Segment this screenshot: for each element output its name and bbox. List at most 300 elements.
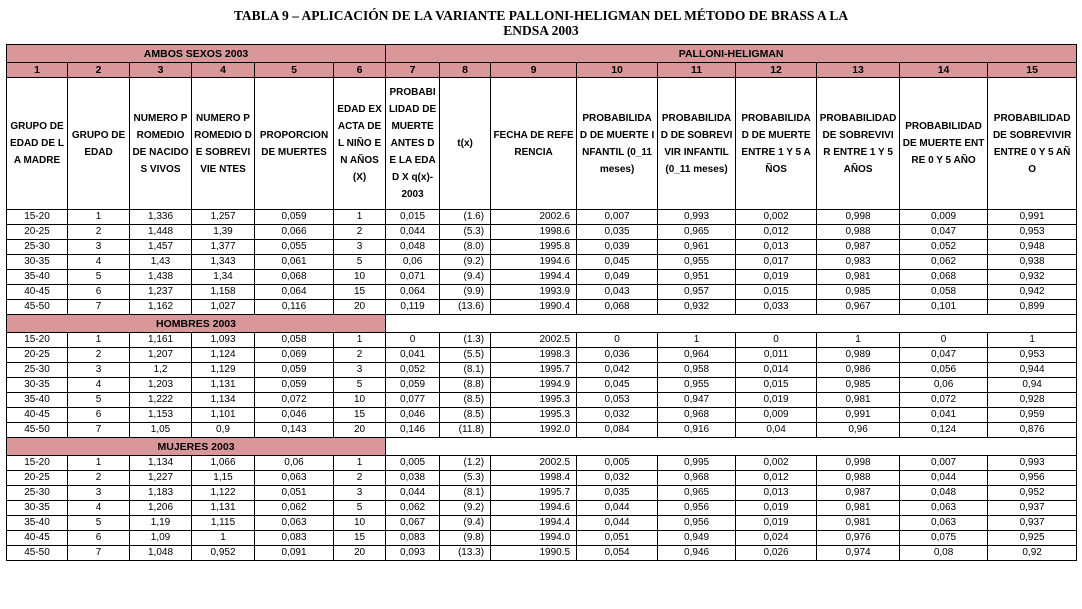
table-cell: 1,093 (192, 333, 255, 348)
table-cell: 1 (988, 333, 1077, 348)
table-cell: 1993.9 (491, 285, 577, 300)
table-cell: (1.3) (440, 333, 491, 348)
column-number: 12 (736, 63, 817, 78)
table-cell: 0,956 (658, 516, 736, 531)
table-cell: 1,227 (130, 471, 192, 486)
table-row (7, 516, 1077, 531)
column-header: EDAD EXACTA DEL NIÑO EN AÑOS (X) (334, 78, 386, 210)
section-header-row (7, 438, 1077, 456)
table-cell: (1.6) (440, 210, 491, 225)
table-title (0, 0, 1082, 36)
table-cell: 0,041 (900, 408, 988, 423)
table-cell: 3 (334, 240, 386, 255)
column-header: GRUPO DE EDAD DE LA MADRE (7, 78, 68, 210)
section-label: HOMBRES 2003 (7, 315, 386, 333)
table-cell: 0,045 (577, 378, 658, 393)
table-cell: 20-25 (7, 348, 68, 363)
table-cell: 30-35 (7, 378, 68, 393)
table-cell: 0,083 (255, 531, 334, 546)
table-cell: 1,377 (192, 240, 255, 255)
table-cell: (9.2) (440, 255, 491, 270)
table-cell: 0,068 (900, 270, 988, 285)
table-cell: 3 (68, 486, 130, 501)
table-cell: 0,019 (736, 516, 817, 531)
table-cell: 0,009 (900, 210, 988, 225)
table-cell: 15 (334, 285, 386, 300)
table-cell: 0,967 (817, 300, 900, 315)
table-cell: 0,981 (817, 393, 900, 408)
column-header: NUMERO PROMEDIO DE NACIDOS VIVOS (130, 78, 192, 210)
table-cell: 4 (68, 501, 130, 516)
table-cell: 0,056 (900, 363, 988, 378)
table-cell: 0,005 (577, 456, 658, 471)
table-cell: 0,059 (255, 210, 334, 225)
table-cell: 0,101 (900, 300, 988, 315)
table-cell: 0,052 (386, 363, 440, 378)
table-cell: (8.0) (440, 240, 491, 255)
table-cell: 45-50 (7, 546, 68, 561)
table-cell: 1,336 (130, 210, 192, 225)
table-cell: 0,986 (817, 363, 900, 378)
table-cell: 4 (68, 378, 130, 393)
table-cell: 1,122 (192, 486, 255, 501)
table-cell: 1,43 (130, 255, 192, 270)
table-cell: 1 (334, 333, 386, 348)
table-cell: 0,048 (386, 240, 440, 255)
table-cell: (8.5) (440, 393, 491, 408)
table-cell: 0,991 (988, 210, 1077, 225)
table-cell: 5 (68, 516, 130, 531)
table-cell: 0,007 (900, 456, 988, 471)
table-cell: 0,06 (386, 255, 440, 270)
table-cell: 1 (334, 456, 386, 471)
table-cell: 0,932 (658, 300, 736, 315)
table-row (7, 423, 1077, 438)
table-cell: 1,206 (130, 501, 192, 516)
table-cell: 0,009 (736, 408, 817, 423)
table-cell: (8.1) (440, 486, 491, 501)
table-cell: 1,39 (192, 225, 255, 240)
table-cell: 0,069 (255, 348, 334, 363)
table-cell: 0,06 (900, 378, 988, 393)
table-cell: 0,019 (736, 270, 817, 285)
table-cell: 0,981 (817, 516, 900, 531)
table-cell: 5 (334, 255, 386, 270)
table-cell: 0,035 (577, 225, 658, 240)
table-cell: (9.9) (440, 285, 491, 300)
table-cell: 0,052 (900, 240, 988, 255)
table-cell: 0,9 (192, 423, 255, 438)
table-row (7, 408, 1077, 423)
table-cell: 2002.6 (491, 210, 577, 225)
table-cell: 0,993 (658, 210, 736, 225)
table-cell: 1,2 (130, 363, 192, 378)
table-cell: 1 (192, 531, 255, 546)
table-cell: (9.2) (440, 501, 491, 516)
table-cell: (9.4) (440, 270, 491, 285)
table-cell: 0,953 (988, 225, 1077, 240)
column-header-row (7, 78, 1077, 210)
column-number: 6 (334, 63, 386, 78)
table-cell: 0,068 (577, 300, 658, 315)
table-cell: 2 (334, 471, 386, 486)
table-row (7, 531, 1077, 546)
table-cell: 25-30 (7, 240, 68, 255)
table-cell: 0,987 (817, 486, 900, 501)
table-cell: (5.5) (440, 348, 491, 363)
table-cell: 0,083 (386, 531, 440, 546)
table-cell: 0,019 (736, 501, 817, 516)
table-cell: 1,134 (192, 393, 255, 408)
table-cell: (5.3) (440, 471, 491, 486)
table-row (7, 210, 1077, 225)
table-row (7, 378, 1077, 393)
table-cell: 2002.5 (491, 333, 577, 348)
table-cell: 35-40 (7, 393, 68, 408)
table-body (7, 45, 1077, 561)
section-header-row (7, 315, 1077, 333)
table-row (7, 225, 1077, 240)
table-cell: 1998.4 (491, 471, 577, 486)
column-number: 13 (817, 63, 900, 78)
table-cell: 0,053 (577, 393, 658, 408)
table-cell: 0,019 (736, 393, 817, 408)
table-cell: 0,944 (988, 363, 1077, 378)
table-cell: 0,015 (386, 210, 440, 225)
table-cell: 0,035 (577, 486, 658, 501)
table-cell: 1994.9 (491, 378, 577, 393)
table-cell: 1,448 (130, 225, 192, 240)
table-cell: 2 (334, 225, 386, 240)
table-cell: 0,036 (577, 348, 658, 363)
table-cell: 0 (736, 333, 817, 348)
table-cell: 0,084 (577, 423, 658, 438)
table-cell: 1995.8 (491, 240, 577, 255)
table-cell: 0,071 (386, 270, 440, 285)
column-number-row (7, 63, 1077, 78)
table-cell: 0,044 (577, 501, 658, 516)
table-cell: 0,033 (736, 300, 817, 315)
table-cell: 40-45 (7, 285, 68, 300)
column-header: PROBABILIDAD DE SOBREVIVIR INFANTIL (0_11 meses) (658, 78, 736, 210)
table-cell: 0,063 (900, 501, 988, 516)
table-cell: 0,072 (255, 393, 334, 408)
table-cell: 20-25 (7, 225, 68, 240)
table-cell: 1,101 (192, 408, 255, 423)
table-cell: 2 (334, 348, 386, 363)
table-cell: 0,058 (900, 285, 988, 300)
table-cell: 0,953 (988, 348, 1077, 363)
table-cell: 1,203 (130, 378, 192, 393)
table-cell: 3 (334, 363, 386, 378)
column-header: PROBABILIDAD DE SOBREVIVIR ENTRE 1 Y 5 AÑOS (817, 78, 900, 210)
table-cell: 1,457 (130, 240, 192, 255)
table-row (7, 363, 1077, 378)
table-cell: 0,061 (255, 255, 334, 270)
table-cell: 15-20 (7, 210, 68, 225)
table-cell: 0,045 (577, 255, 658, 270)
table-cell: 0,032 (577, 408, 658, 423)
table-cell: 1998.6 (491, 225, 577, 240)
table-cell: 20-25 (7, 471, 68, 486)
table-cell: 20 (334, 300, 386, 315)
table-cell: 1994.4 (491, 516, 577, 531)
table-cell: 0,075 (900, 531, 988, 546)
table-cell: 1,131 (192, 378, 255, 393)
table-cell: 0,956 (988, 471, 1077, 486)
table-cell: 1994.6 (491, 501, 577, 516)
column-number: 5 (255, 63, 334, 78)
table-cell: (11.8) (440, 423, 491, 438)
table-row (7, 546, 1077, 561)
table-cell: 3 (68, 240, 130, 255)
table-cell: 1990.5 (491, 546, 577, 561)
table-cell: 15 (334, 531, 386, 546)
table-cell: 1,124 (192, 348, 255, 363)
table-cell: 1,183 (130, 486, 192, 501)
table-cell: 20 (334, 546, 386, 561)
table-cell: 0,012 (736, 225, 817, 240)
table-cell: 0,92 (988, 546, 1077, 561)
table-cell: (8.1) (440, 363, 491, 378)
table-cell: 0,044 (386, 486, 440, 501)
section-blank-cell (386, 438, 1077, 456)
table-cell: 0,928 (988, 393, 1077, 408)
table-cell: 15 (334, 408, 386, 423)
table-cell: 0,051 (255, 486, 334, 501)
column-header: NUMERO PROMEDIO DE SOBREVIVIE NTES (192, 78, 255, 210)
table-cell: 0,039 (577, 240, 658, 255)
table-cell: 35-40 (7, 516, 68, 531)
table-cell: 1,162 (130, 300, 192, 315)
table-cell: (9.4) (440, 516, 491, 531)
table-cell: 1,207 (130, 348, 192, 363)
table-cell: 1998.3 (491, 348, 577, 363)
table-cell: 0,116 (255, 300, 334, 315)
table-cell: 0,968 (658, 408, 736, 423)
table-cell: 0 (577, 333, 658, 348)
table-cell: 0,06 (255, 456, 334, 471)
table-cell: 0,958 (658, 363, 736, 378)
column-number: 4 (192, 63, 255, 78)
table-cell: 0,054 (577, 546, 658, 561)
table-row (7, 501, 1077, 516)
table-cell: 0,959 (988, 408, 1077, 423)
table-cell: 0,998 (817, 210, 900, 225)
table-row (7, 333, 1077, 348)
table-cell: 0,957 (658, 285, 736, 300)
table-cell: 1,34 (192, 270, 255, 285)
table-cell: 0,058 (255, 333, 334, 348)
table-cell: 1 (68, 456, 130, 471)
table-cell: 10 (334, 516, 386, 531)
column-header: PROBABILIDAD DE MUERTE ENTRE 0 Y 5 AÑO (900, 78, 988, 210)
table-row (7, 255, 1077, 270)
table-cell: 0,96 (817, 423, 900, 438)
table-row (7, 471, 1077, 486)
table-cell: 0,946 (658, 546, 736, 561)
column-header: PROBABILIDAD DE MUERTE INFANTIL (0_11 meses) (577, 78, 658, 210)
table-cell: 0,143 (255, 423, 334, 438)
table-cell: 0,005 (386, 456, 440, 471)
table-cell: 0,932 (988, 270, 1077, 285)
table-cell: 15-20 (7, 456, 68, 471)
table-cell: 0,013 (736, 486, 817, 501)
table-cell: 1,066 (192, 456, 255, 471)
table-cell: 15-20 (7, 333, 68, 348)
table-cell: 0,013 (736, 240, 817, 255)
table-cell: 35-40 (7, 270, 68, 285)
column-header: PROBABILIDAD DE MUERTE ENTRE 1 Y 5 AÑOS (736, 78, 817, 210)
table-cell: 0,981 (817, 270, 900, 285)
table-cell: 1,129 (192, 363, 255, 378)
table-cell: 1,115 (192, 516, 255, 531)
table-cell: 1994.4 (491, 270, 577, 285)
table-cell: (8.8) (440, 378, 491, 393)
table-cell: 0,038 (386, 471, 440, 486)
table-cell: 45-50 (7, 423, 68, 438)
table-cell: (13.6) (440, 300, 491, 315)
table-cell: 0,064 (386, 285, 440, 300)
table-cell: 0,08 (900, 546, 988, 561)
table-cell: 0,965 (658, 486, 736, 501)
column-number: 14 (900, 63, 988, 78)
table-cell: 25-30 (7, 363, 68, 378)
table-cell: 0,044 (386, 225, 440, 240)
table-row (7, 456, 1077, 471)
table-cell: 0,002 (736, 210, 817, 225)
table-cell: 1990.4 (491, 300, 577, 315)
column-number: 7 (386, 63, 440, 78)
table-cell: 0,916 (658, 423, 736, 438)
table-cell: 1 (658, 333, 736, 348)
column-number: 11 (658, 63, 736, 78)
table-cell: 0,047 (900, 348, 988, 363)
table-cell: 0,961 (658, 240, 736, 255)
table-cell: 1994.0 (491, 531, 577, 546)
column-number: 10 (577, 63, 658, 78)
table-row (7, 486, 1077, 501)
table-row (7, 348, 1077, 363)
table-cell: 0,956 (658, 501, 736, 516)
table-cell: 0,002 (736, 456, 817, 471)
table-cell: 0,948 (988, 240, 1077, 255)
table-cell: 1992.0 (491, 423, 577, 438)
table-cell: 5 (334, 501, 386, 516)
table-cell: 0,046 (386, 408, 440, 423)
table-cell: 0,044 (900, 471, 988, 486)
group-header-palloni: PALLONI-HELIGMAN (386, 45, 1077, 63)
table-cell: 0,064 (255, 285, 334, 300)
table-cell: 1994.6 (491, 255, 577, 270)
table-cell: 0,024 (736, 531, 817, 546)
table-cell: 0,146 (386, 423, 440, 438)
table-cell: 0,993 (988, 456, 1077, 471)
table-cell: 1,222 (130, 393, 192, 408)
table-cell: 0,015 (736, 378, 817, 393)
section-blank-cell (386, 315, 1077, 333)
table-cell: 2 (68, 348, 130, 363)
table-cell: 0,925 (988, 531, 1077, 546)
table-cell: 10 (334, 393, 386, 408)
table-cell: 0,968 (658, 471, 736, 486)
table-cell: 1,19 (130, 516, 192, 531)
group-header-ambos: AMBOS SEXOS 2003 (7, 45, 386, 63)
column-header: PROPORCION DE MUERTES (255, 78, 334, 210)
column-header: t(x) (440, 78, 491, 210)
table-cell: 0,995 (658, 456, 736, 471)
table-cell: 30-35 (7, 501, 68, 516)
table-cell: 0,937 (988, 516, 1077, 531)
table-cell: 0,067 (386, 516, 440, 531)
table-cell: 1995.3 (491, 408, 577, 423)
table-cell: 0,026 (736, 546, 817, 561)
table-cell: 6 (68, 285, 130, 300)
table-cell: 1,158 (192, 285, 255, 300)
table-cell: 0,014 (736, 363, 817, 378)
column-header: PROBABILIDAD DE SOBREVIVIR ENTRE 0 Y 5 AÑO (988, 78, 1077, 210)
table-cell: 1,153 (130, 408, 192, 423)
table-cell: 7 (68, 423, 130, 438)
column-number: 1 (7, 63, 68, 78)
table-cell: 6 (68, 408, 130, 423)
table-cell: 0,951 (658, 270, 736, 285)
table-cell: 0,062 (900, 255, 988, 270)
table-cell: 0,063 (255, 471, 334, 486)
table-cell: 40-45 (7, 408, 68, 423)
table-cell: 0,055 (255, 240, 334, 255)
table-cell: 0,942 (988, 285, 1077, 300)
table-cell: 0,032 (577, 471, 658, 486)
table-cell: 0,976 (817, 531, 900, 546)
table-cell: 0,043 (577, 285, 658, 300)
table-cell: 0,063 (255, 516, 334, 531)
column-number: 8 (440, 63, 491, 78)
table-cell: 7 (68, 300, 130, 315)
table-cell: 0,051 (577, 531, 658, 546)
table-cell: 0,981 (817, 501, 900, 516)
table-cell: 0,091 (255, 546, 334, 561)
column-header: FECHA DE REFERENCIA (491, 78, 577, 210)
table-cell: 0,124 (900, 423, 988, 438)
table-cell: 0,876 (988, 423, 1077, 438)
table-row (7, 270, 1077, 285)
table-row (7, 300, 1077, 315)
table-cell: 1,05 (130, 423, 192, 438)
table-cell: 25-30 (7, 486, 68, 501)
table-cell: 0,017 (736, 255, 817, 270)
table-cell: 0,04 (736, 423, 817, 438)
table-cell: 0,042 (577, 363, 658, 378)
table-cell: 0,998 (817, 456, 900, 471)
table-cell: 0,955 (658, 255, 736, 270)
table-cell: 0,007 (577, 210, 658, 225)
table-cell: 0,062 (255, 501, 334, 516)
table-cell: 0,062 (386, 501, 440, 516)
table-cell: 0 (386, 333, 440, 348)
table-cell: 1,131 (192, 501, 255, 516)
table-cell: 0,938 (988, 255, 1077, 270)
table-cell: (13.3) (440, 546, 491, 561)
table-cell: 2 (68, 225, 130, 240)
table-cell: 1995.7 (491, 363, 577, 378)
column-header: PROBABI LIDAD DE MUERTE ANTES DE LA EDAD X q(x)- 2003 (386, 78, 440, 210)
column-number: 9 (491, 63, 577, 78)
table-cell: 0,044 (577, 516, 658, 531)
table-cell: 0,988 (817, 225, 900, 240)
table-row (7, 393, 1077, 408)
table-cell: 40-45 (7, 531, 68, 546)
